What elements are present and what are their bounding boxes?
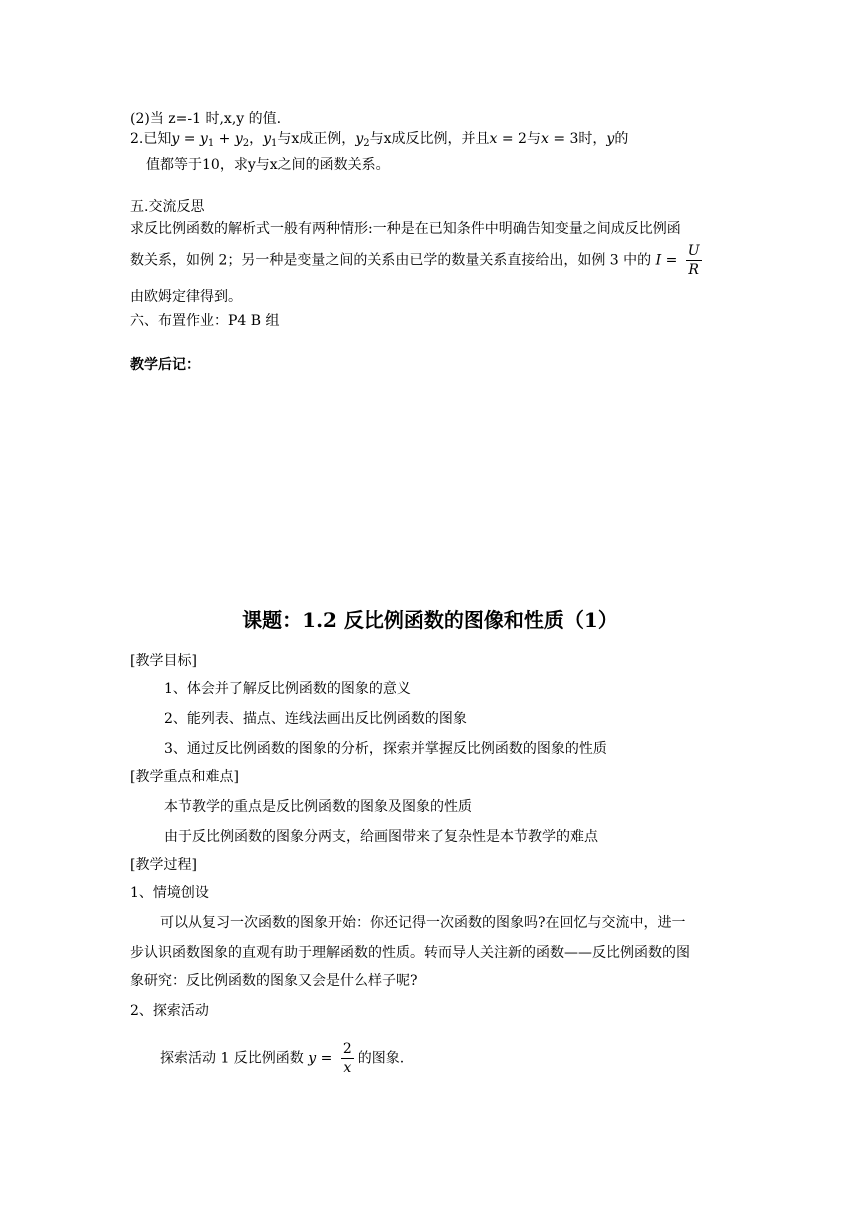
subquestion-2: (2)当 z=-1 时,x,y 的值. — [130, 111, 282, 127]
question-2-line1: 2.已知$y = y_1 + y_2$，$y_1$与x成正例，$y_2$与x成反比例，并且x = 2与x = 3时，y的 — [130, 131, 629, 149]
process-heading: [教学过程] — [130, 857, 197, 873]
step-1-text-line3: 象研究：反比例函数的图象又会是什么样子呢? — [130, 973, 418, 989]
step-1-heading: 1、情境创设 — [130, 885, 209, 901]
goals-heading: [教学目标] — [130, 653, 197, 669]
question-number: 2. — [130, 131, 144, 147]
goal-item-1: 1、体会并了解反比例函数的图象的意义 — [164, 681, 411, 697]
goal-item-3: 3、通过反比例函数的图象的分析，探索并掌握反比例函数的图象的性质 — [164, 741, 607, 757]
q2-y2-condition: 与x成反比例，并且 — [369, 131, 490, 147]
function-y: y — [308, 1050, 317, 1067]
lesson-title: 课题：1.2 反比例函数的图像和性质（1） — [242, 608, 618, 632]
difficulty-line: 由于反比例函数的图象分两支，给画图带来了复杂性是本节教学的难点 — [164, 829, 598, 845]
q2-x-eq-3: x — [540, 131, 549, 147]
key-point-line: 本节教学的重点是反比例函数的图象及图象的性质 — [164, 799, 472, 815]
q2-equation: $y = y_1 + y_2$ — [171, 131, 250, 149]
reflection-paragraph-line1: 求反比例函数的解析式一般有两种情形:一种是在已知条件中明确告知变量之间成反比例函 — [130, 221, 681, 237]
step-2-heading: 2、探索活动 — [130, 1003, 209, 1019]
q2-x-eq-2: x — [489, 131, 498, 147]
q2-known: 已知 — [143, 131, 172, 147]
reflection-paragraph-line3: 由欧姆定律得到。 — [130, 289, 242, 305]
activity-1-line: 探索活动 1 反比例函数 y = $\frac{2}{x}$ 的图象. — [160, 1041, 405, 1076]
fraction-2-over-x: $\frac{2}{x}$ — [342, 1041, 352, 1076]
question-2-line2: 值都等于10，求y与x之间的函数关系。 — [146, 157, 390, 173]
formula-U-over-R: $\frac{U}{R}$ — [687, 243, 700, 278]
key-points-heading: [教学重点和难点] — [130, 769, 239, 785]
reflection-paragraph-line2: 数关系，如例 2；另一种是变量之间的关系由已学的数量关系直接给出，如例 3 中的 I = $\frac{U}{R}$ — [130, 243, 700, 278]
q2-y1-condition: 与x成正例， — [277, 131, 356, 147]
goal-item-2: 2、能列表、描点、连线法画出反比例函数的图象 — [164, 711, 467, 727]
formula-I: I — [655, 252, 662, 269]
teaching-postscript: 教学后记： — [130, 357, 200, 373]
section-5-heading: 五.交流反思 — [130, 199, 205, 215]
step-1-text-line2: 步认识函数图象的直观有助于理解函数的性质。转而导人关注新的函数——反比例函数的图 — [130, 945, 690, 961]
step-1-text-line1: 可以从复习一次函数的图象开始：你还记得一次函数的图象吗?在回忆与交流中，进一 — [160, 915, 686, 931]
section-6-homework: 六、布置作业：P4 B 组 — [130, 313, 280, 329]
